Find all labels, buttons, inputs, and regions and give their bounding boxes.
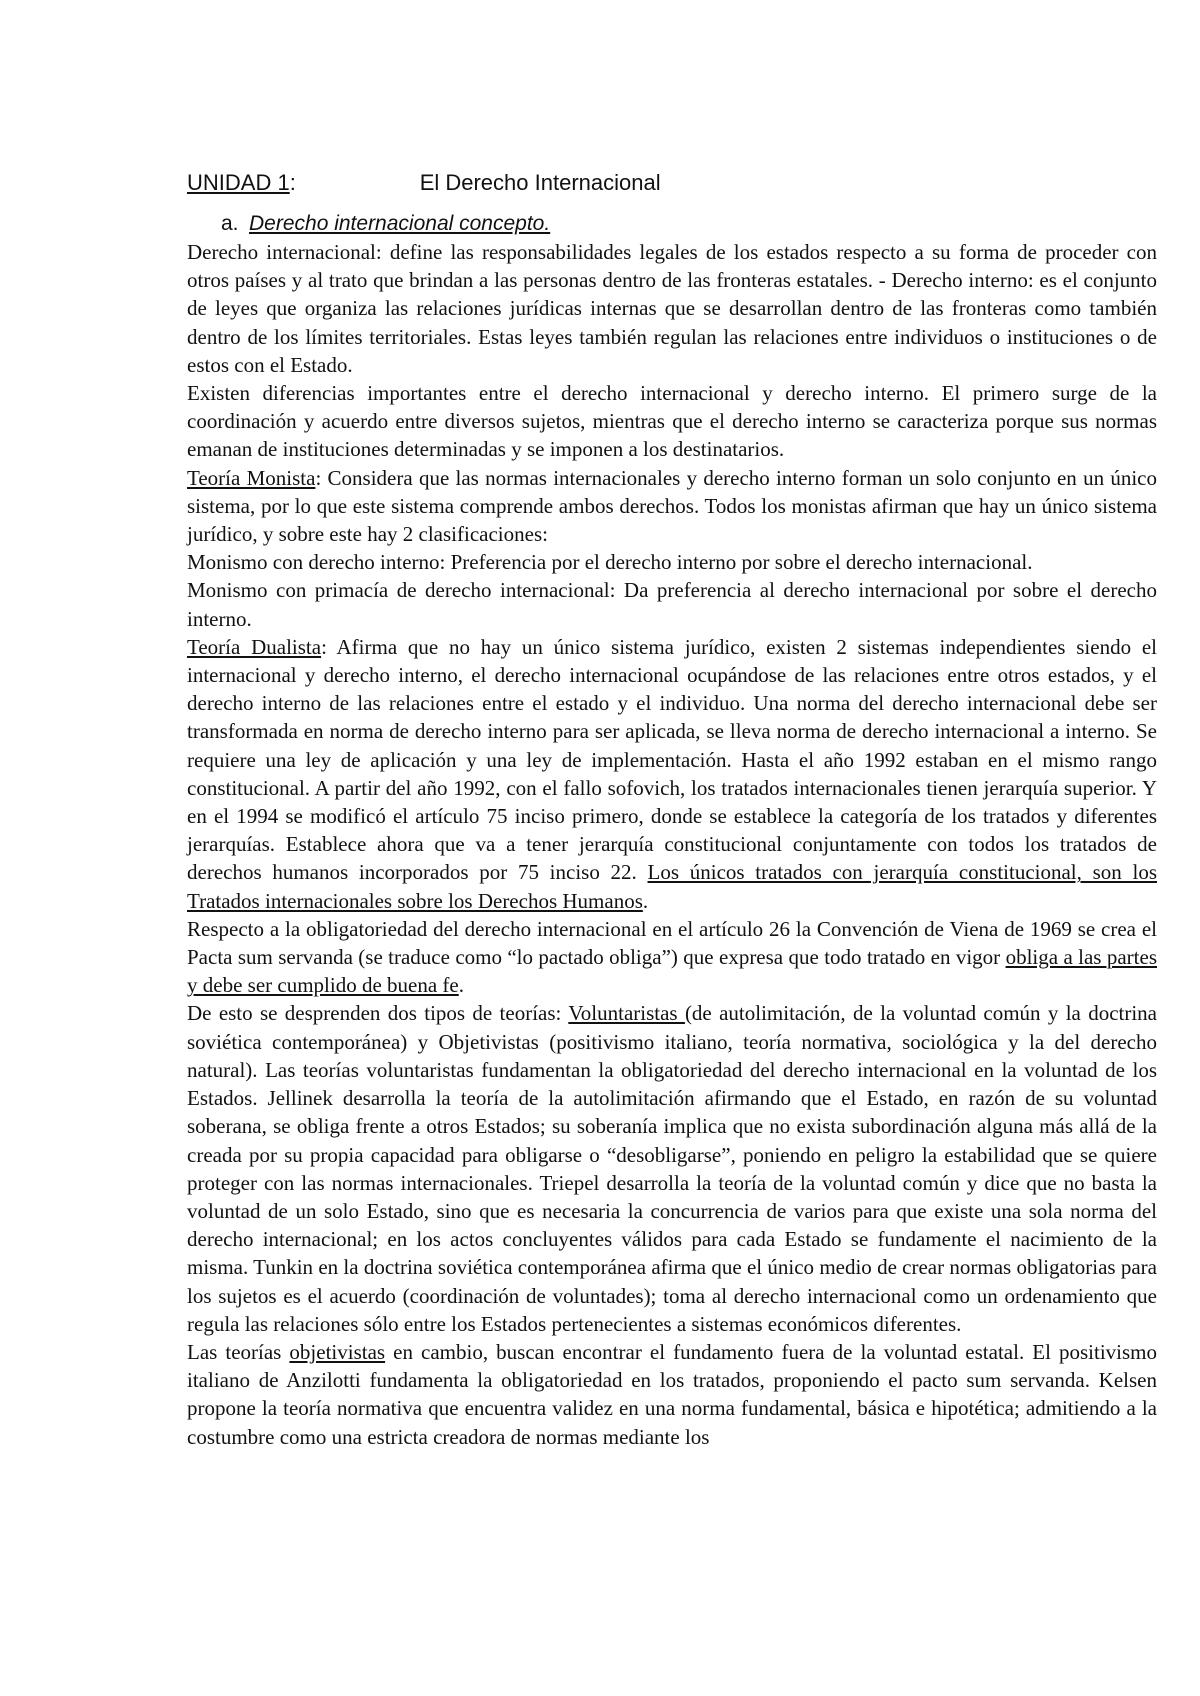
voluntaristas-intro: De esto se desprenden dos tipos de teorías: [187, 1001, 569, 1026]
section-letter: a. [221, 212, 239, 235]
paragraph-dualista [187, 633, 1157, 915]
objetivistas-underlined: objetivistas [289, 1339, 386, 1364]
unit-title: El Derecho Internacional [419, 170, 661, 195]
voluntaristas-underlined: Voluntaristas [568, 1001, 685, 1026]
section-a-heading [187, 210, 1157, 238]
dualista-label: Teoría Dualista [187, 634, 322, 659]
objetivistas-rest: en cambio, buscan encontrar el fundamento fuera de la voluntad estatal. El positivismo italiano de Anzilotti fundamenta la obligatoriedad en los tratados, proponiendo el pacto sum servanda. Kelsen propone la teoría normativa que encuentra validez en una norma fundamental, básica e hipotética; admitiendo a la costumbre como una estricta creadora de normas mediante los [187, 1339, 1157, 1449]
obligatoriedad-underlined: obliga a las partes y debe ser cumplido de buena fe [187, 945, 1158, 998]
paragraph-obligatoriedad [187, 915, 1157, 1000]
dualista-text: : Afirma que no hay un único sistema jurídico, existen 2 sistemas independientes siendo el internacional y derecho interno, el derecho internacional ocupándose de las relaciones entre otros estados, y el derecho interno de las relaciones entre el estado y el individuo. Una norma del derecho internacional debe ser transformada en norma de derecho interno para ser aplicada, se lleva norma de derecho internacional a interno. Se requiere una ley de aplicación y una ley de implementación. Hasta el año 1992 estaban en el mismo rango constitucional. A partir del año 1992, con el fallo sofovich, los tratados internacionales tienen jerarquía superior. Y en el 1994 se modificó el artículo 75 inciso primero, donde se establece la categoría de los tratados y diferentes jerarquías. Establece ahora que va a tener jerarquía constitucional conjuntamente con todos los tratados de derechos humanos incorporados por 75 inciso 22. [187, 634, 1157, 885]
document-page [187, 168, 1157, 1451]
dualista-underlined: Los únicos tratados con jerarquía constitucional, son los Tratados internacionales sobre los Derechos Humanos [187, 860, 1158, 913]
paragraph-monista [187, 464, 1157, 549]
paragraph-definitions: Derecho internacional: define las responsabilidades legales de los estados respecto a su forma de proceder con otros países y al trato que brindan a las personas dentro de las fronteras estatales. - Derecho interno: es el conjunto de leyes que organiza las relaciones jurídicas internas que se desarrollan dentro de las fronteras como también dentro de los límites territoriales. Estas leyes también regulan las relaciones entre individuos o instituciones o de estos con el Estado. [187, 240, 1157, 377]
paragraph-differences: Existen diferencias importantes entre el derecho internacional y derecho interno. El primero surge de la coordinación y acuerdo entre diversos sujetos, mientras que el derecho interno se caracteriza porque sus normas emanan de instituciones determinadas y se imponen a los destinatarios. [187, 381, 1157, 462]
paragraph-monismo-internacional: Monismo con primacía de derecho internacional: Da preferencia al derecho internacional por sobre el derecho interno. [187, 578, 1157, 631]
obligatoriedad-end: . [458, 973, 464, 998]
monista-label: Teoría Monista [187, 465, 316, 490]
objetivistas-intro: Las teorías [187, 1339, 290, 1364]
voluntaristas-rest: (de autolimitación, de la voluntad común y la doctrina soviética contemporánea) y Objetivistas (positivismo italiano, teoría normativa, sociológica y la del derecho natural). Las teorías voluntaristas fundamentan la obligatoriedad del derecho internacional en la voluntad de los Estados. Jellinek desarrolla la teoría de la autolimitación afirmando que el Estado, en razón de su voluntad soberana, se obliga frente a otros Estados; su soberanía implica que no exista subordinación alguna más allá de la creada por su propia capacidad para obligarse o “desobligarse”, poniendo en peligro la estabilidad que se quiere proteger con las normas internacionales. Triepel desarrolla la teoría de la voluntad común y dice que no basta la voluntad de un solo Estado, sino que es necesaria la concurrencia de varios para que existe una sola norma del derecho internacional; en los actos concluyentes válidos para cada Estado se fundamente el nacimiento de la misma. Tunkin en la doctrina soviética contemporánea afirma que el único medio de crear normas obligatorias para los sujetos es el acuerdo (coordinación de voluntades); toma al derecho internacional como un ordenamiento que regula las relaciones sólo entre los Estados pertenecientes a sistemas económicos diferentes. [187, 1001, 1158, 1336]
unit-colon: : [289, 170, 296, 195]
obligatoriedad-text: Respecto a la obligatoriedad del derecho internacional en el artículo 26 la Convención de Viena de 1969 se crea el Pacta sum servanda (se traduce como “lo pactado obliga”) que expresa que todo tratado en vigor [187, 916, 1157, 970]
monista-text: : Considera que las normas internacionales y derecho interno forman un solo conjunto en un único sistema, por lo que este sistema comprende ambos derechos. Todos los monistas afirman que hay un único sistema jurídico, y sobre este hay 2 clasificaciones: [187, 465, 1157, 547]
paragraph-objetivistas [187, 1338, 1157, 1451]
unit-heading [187, 168, 1157, 198]
unit-label: UNIDAD 1 [187, 170, 290, 195]
dualista-end: . [642, 888, 649, 913]
paragraph-monismo-interno: Monismo con derecho interno: Preferencia por el derecho interno por sobre el derecho internacional. [187, 550, 1033, 575]
section-title: Derecho internacional concepto. [249, 212, 551, 235]
paragraph-voluntaristas [187, 999, 1157, 1337]
